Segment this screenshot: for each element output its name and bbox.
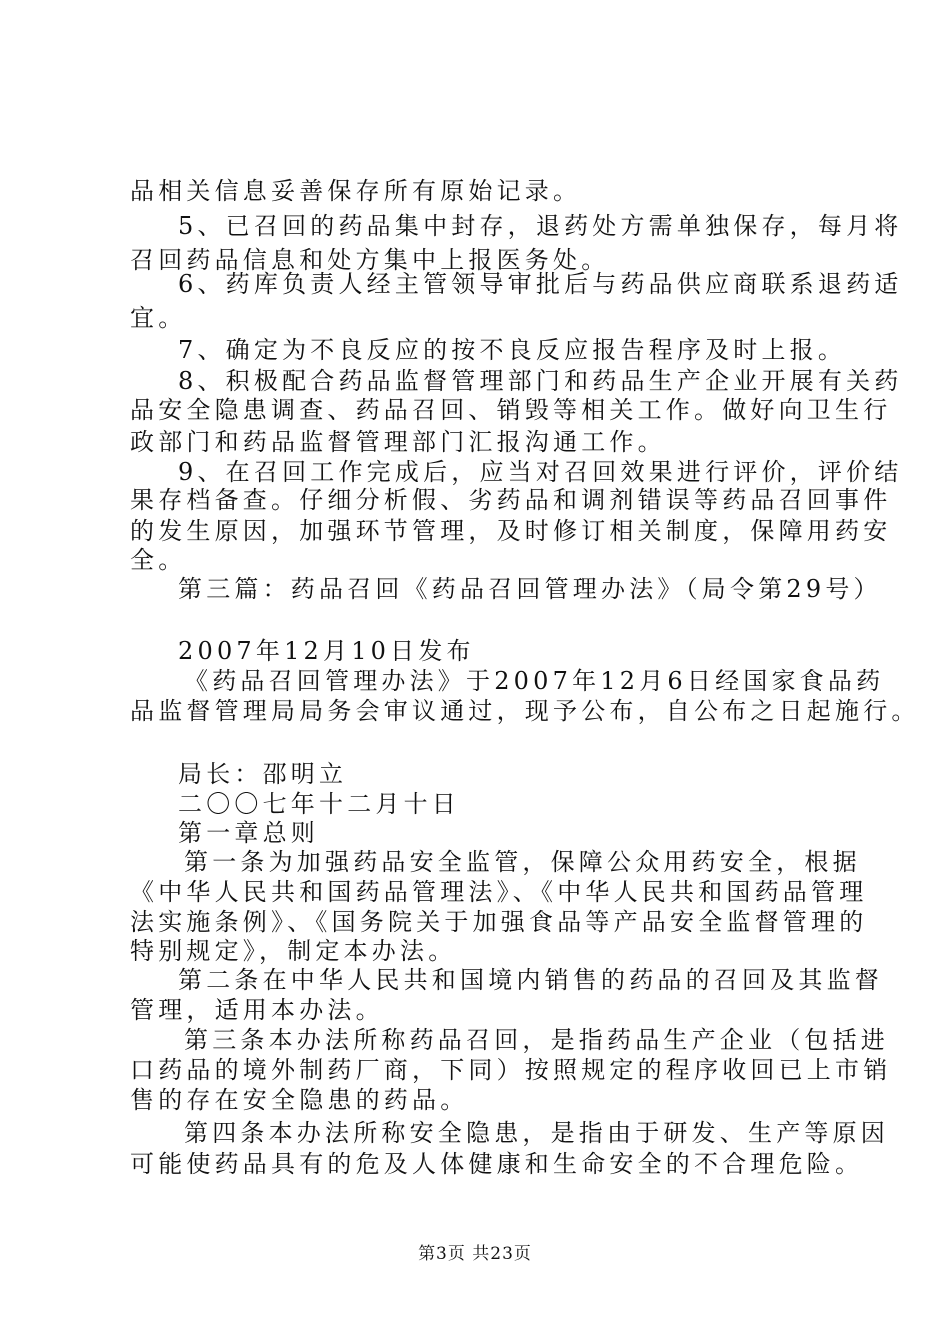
text-line: 品监督管理局局务会审议通过，现予公布，自公布之日起施行。 <box>130 697 920 725</box>
text-line: 法实施条例》、《国务院关于加强食品等产品安全监督管理的 <box>130 908 868 936</box>
text-line: 《中华人民共和国药品管理法》、《中华人民共和国药品管理 <box>130 878 868 906</box>
text-line: 的发生原因，加强环节管理，及时修订相关制度，保障用药安 <box>130 517 892 545</box>
text-line: 管理，适用本办法。 <box>130 996 384 1024</box>
page-number: 第3页 共23页 <box>418 1244 532 1264</box>
signature-line: 局长：邵明立 <box>178 760 348 788</box>
text-line: 9、在召回工作完成后，应当对召回效果进行评价，评价结 <box>178 458 903 486</box>
publish-date: 2007年12月10日发布 <box>178 637 475 665</box>
text-line: 5、已召回的药品集中封存，退药处方需单独保存，每月将 <box>178 212 903 240</box>
text-line: 7、确定为不良反应的按不良反应报告程序及时上报。 <box>178 336 847 364</box>
text-line: 政部门和药品监督管理部门汇报沟通工作。 <box>130 428 666 456</box>
text-line: 可能使药品具有的危及人体健康和生命安全的不合理危险。 <box>130 1150 864 1178</box>
date-line: 二〇〇七年十二月十日 <box>178 790 460 818</box>
text-line: 品安全隐患调查、药品召回、销毁等相关工作。做好向卫生行 <box>130 396 892 424</box>
text-line: 6、药库负责人经主管领导审批后与药品供应商联系退药适 <box>178 270 903 298</box>
text-line: 口药品的境外制药厂商，下同）按照规定的程序收回已上市销 <box>130 1056 892 1084</box>
text-line: 果存档备查。仔细分析假、劣药品和调剂错误等药品召回事件 <box>130 486 892 514</box>
chapter-heading: 第一章总则 <box>178 819 319 847</box>
text-line: 《药品召回管理办法》于2007年12月6日经国家食品药 <box>184 667 885 695</box>
text-line: 第四条本办法所称安全隐患，是指由于研发、生产等原因 <box>184 1119 889 1147</box>
text-line: 特别规定》，制定本办法。 <box>130 937 457 965</box>
section-heading: 第三篇：药品召回《药品召回管理办法》（局令第29号） <box>178 575 882 603</box>
text-line: 第一条为加强药品安全监管，保障公众用药安全，根据 <box>184 848 861 876</box>
text-line: 全。 <box>130 546 187 574</box>
text-line: 第二条在中华人民共和国境内销售的药品的召回及其监督 <box>178 966 883 994</box>
text-line: 8、积极配合药品监督管理部门和药品生产企业开展有关药 <box>178 367 903 395</box>
text-line: 售的存在安全隐患的药品。 <box>130 1086 469 1114</box>
text-line: 宜。 <box>130 304 187 332</box>
text-line: 第三条本办法所称药品召回，是指药品生产企业（包括进 <box>184 1026 889 1054</box>
text-line: 召回药品信息和处方集中上报医务处。 <box>130 246 610 274</box>
text-line: 品相关信息妥善保存所有原始记录。 <box>130 177 582 205</box>
